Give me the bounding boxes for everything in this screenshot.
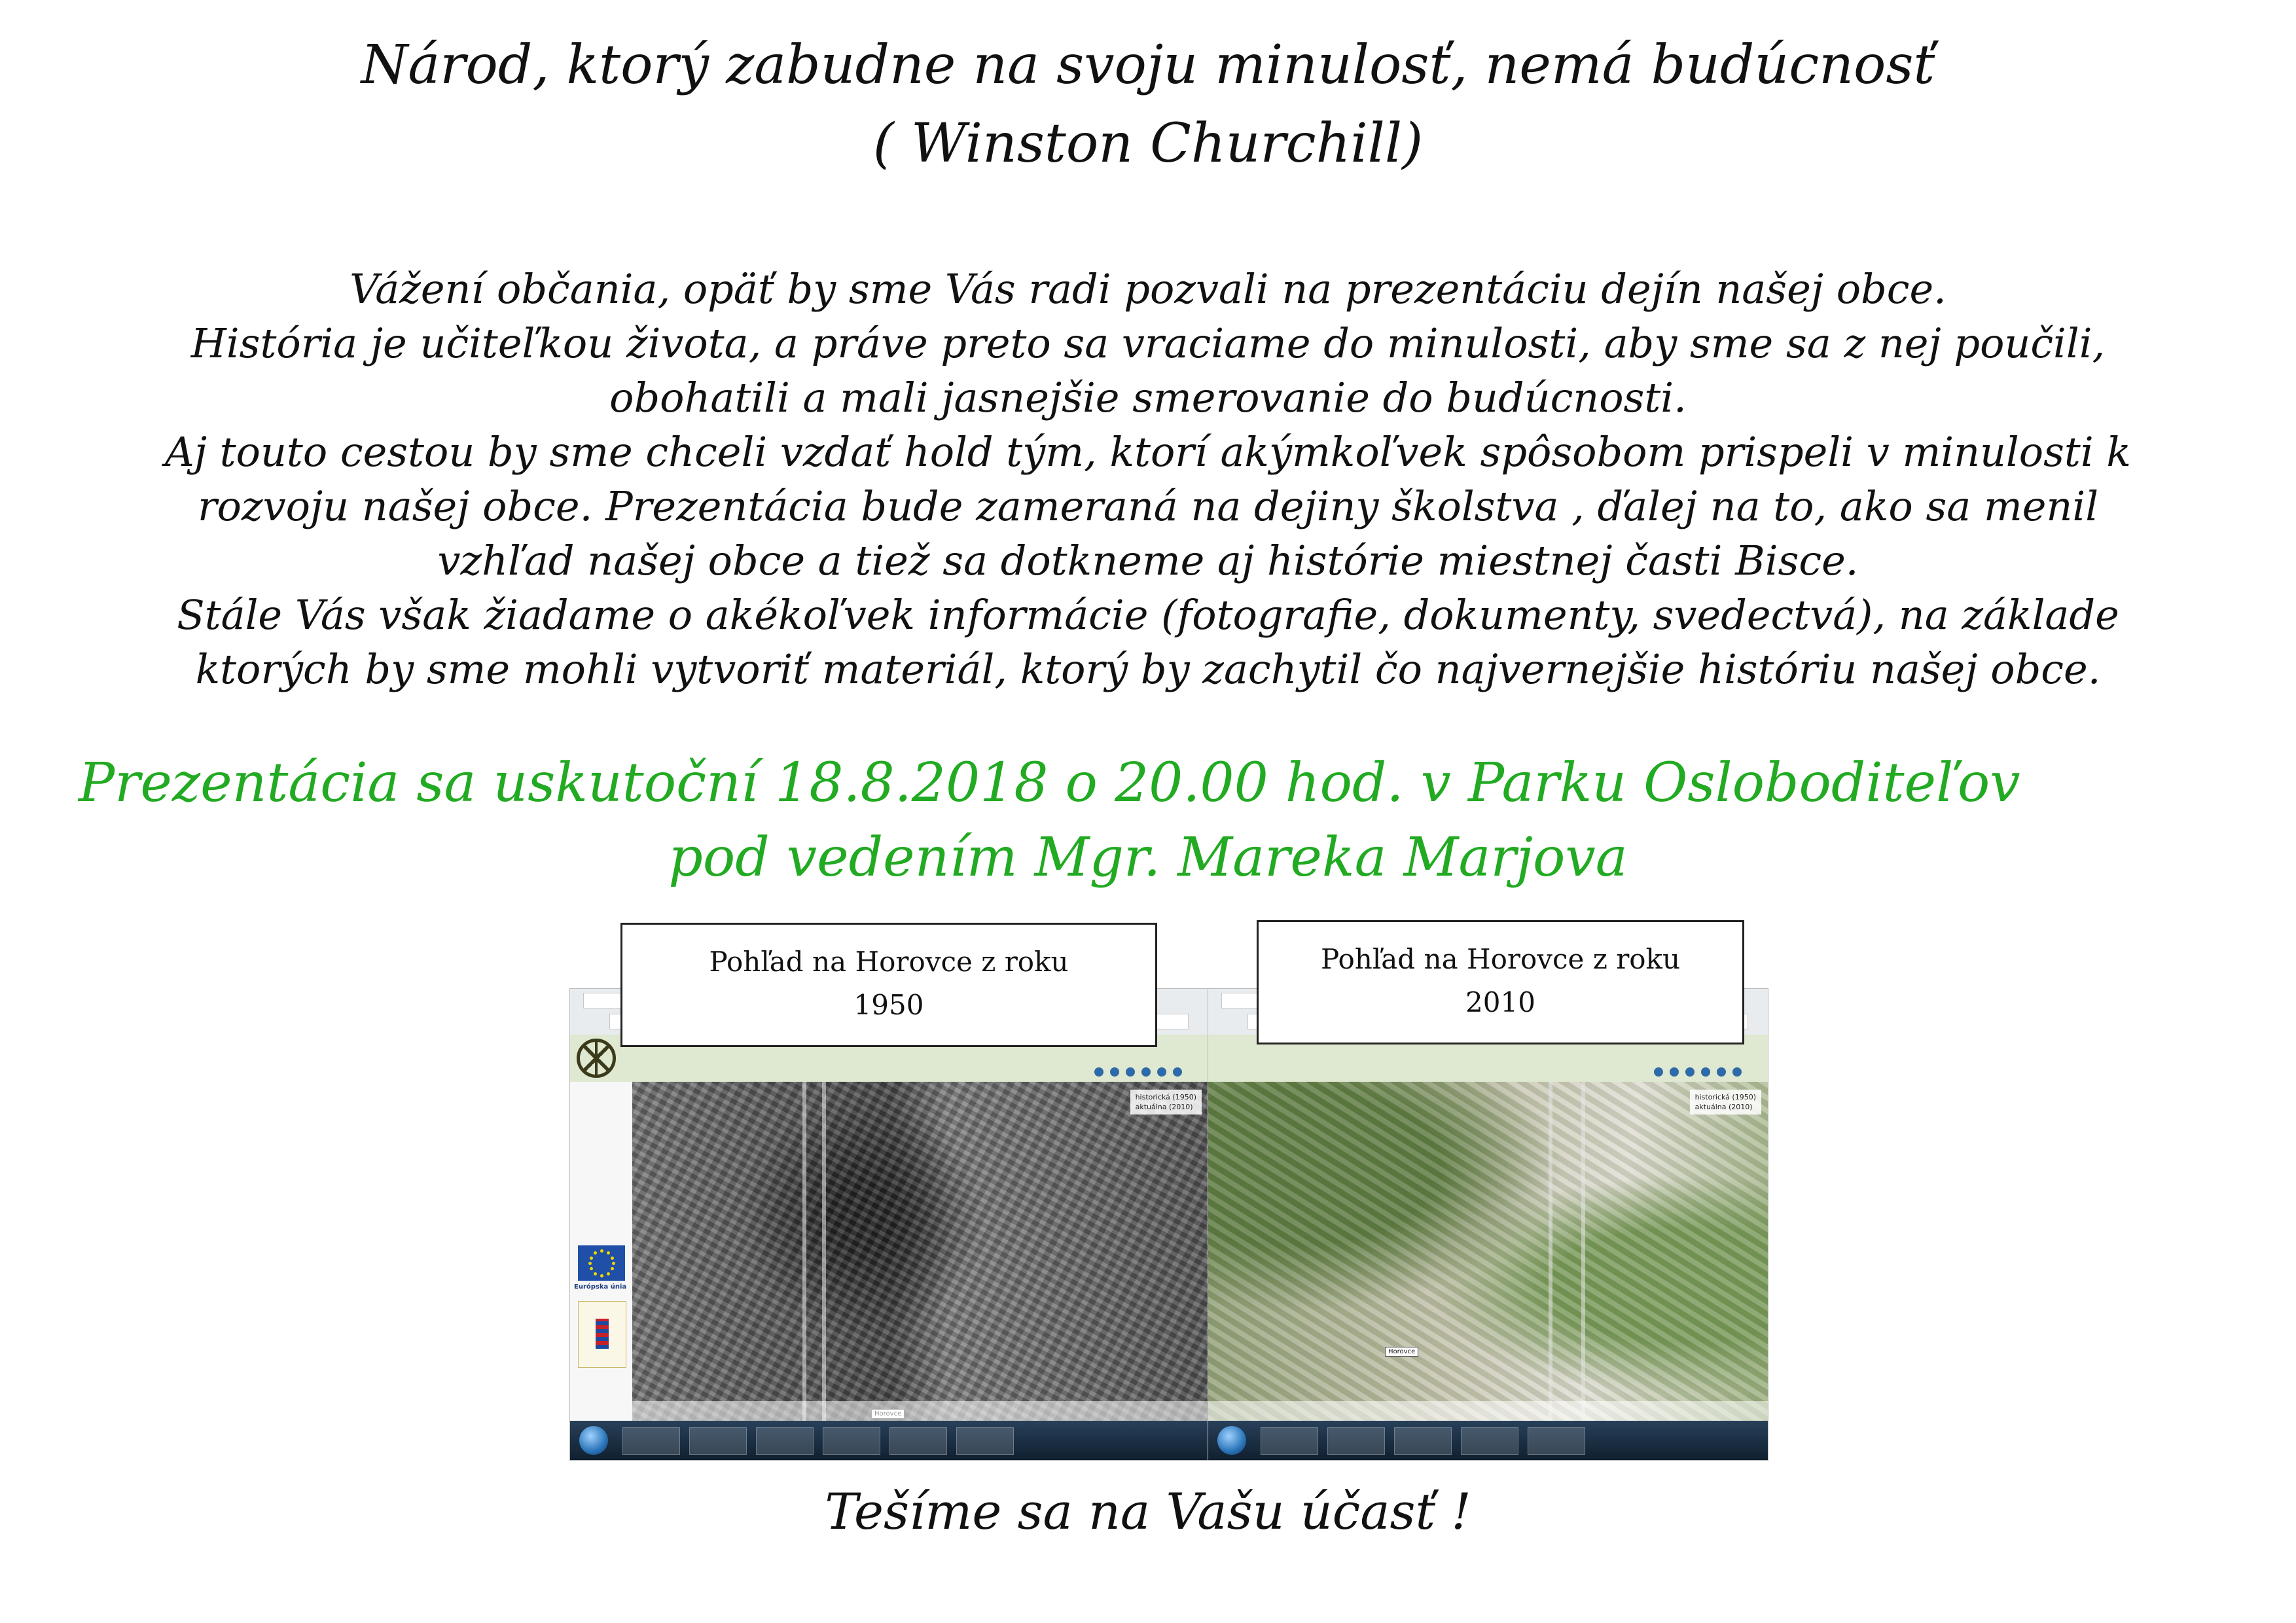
aerial-map-2010 [1208, 1082, 1768, 1421]
side-panel [570, 1082, 633, 1421]
closing-line: Tešíme sa na Vašu účasť ! [825, 1482, 1471, 1541]
event-presenter: pod vedením Mgr. Mareka Marjova [668, 827, 1628, 889]
wheel-logo-icon [577, 1039, 616, 1078]
map-screenshot-1950 [569, 988, 1209, 1461]
map-tools [1654, 1067, 1742, 1077]
map-legend: historická (1950) aktuálna (2010) [1690, 1090, 1761, 1115]
body-line: vzhľad našej obce a tiež sa dotkneme aj histórie miestnej časti Bisce. [437, 537, 1859, 584]
start-button-icon [1217, 1426, 1246, 1455]
body-line: Aj touto cestou by sme chceli vzdať hold tým, ktorí akýmkoľvek spôsobom prispeli v minulosti k [165, 428, 2131, 476]
eu-flag-icon [578, 1245, 625, 1281]
body-line: rozvoju našej obce. Prezentácia bude zameraná na dejiny školstva , ďalej na to, ako sa menil [197, 482, 2099, 530]
map-tools [1094, 1067, 1182, 1077]
eu-label: Európska únia [574, 1283, 627, 1291]
map-legend: historická (1950) aktuálna (2010) [1130, 1090, 1202, 1115]
map-screenshot-2010 [1208, 988, 1768, 1461]
quote-author: ( Winston Churchill) [872, 113, 1424, 175]
taskbar [570, 1421, 1208, 1460]
village-label: Horovce [1385, 1347, 1418, 1357]
credit-strip [1208, 1401, 1768, 1421]
taskbar-buttons [1261, 1427, 1585, 1455]
invitation-text [39, 262, 2257, 696]
aerial-map-1950 [632, 1082, 1208, 1421]
body-line: obohatili a mali jasnejšie smerovanie do budúcnosti. [609, 374, 1687, 421]
caption-2010: Pohľad na Horovce z roku 2010 [1257, 920, 1744, 1044]
body-line: Stále Vás však žiadame o akékoľvek informácie (fotografie, dokumenty, svedectvá), na základe [177, 591, 2119, 639]
program-emblem-icon [578, 1301, 626, 1368]
body-line: Vážení občania, opäť by sme Vás radi pozvali na prezentáciu dejín našej obce. [350, 265, 1946, 313]
start-button-icon [579, 1426, 608, 1455]
taskbar-buttons [622, 1427, 1014, 1455]
taskbar [1208, 1421, 1768, 1460]
body-line: ktorých by sme mohli vytvoriť materiál, ktorý by zachytil čo najvernejšie históriu našej obce. [195, 645, 2101, 693]
map-comparison [569, 923, 1767, 1459]
event-date-place: Prezentácia sa uskutoční 18.8.2018 o 20.00 hod. v Parku Osloboditeľov [79, 752, 2020, 814]
caption-1950: Pohľad na Horovce z roku 1950 [620, 923, 1157, 1047]
quote-block [0, 26, 2296, 183]
credit-strip [632, 1401, 1208, 1421]
quote-text: Národ, ktorý zabudne na svoju minulosť, nemá budúcnosť [361, 34, 1935, 96]
body-line: História je učiteľkou života, a práve preto sa vraciame do minulosti, aby sme sa z nej poučili, [190, 319, 2106, 367]
